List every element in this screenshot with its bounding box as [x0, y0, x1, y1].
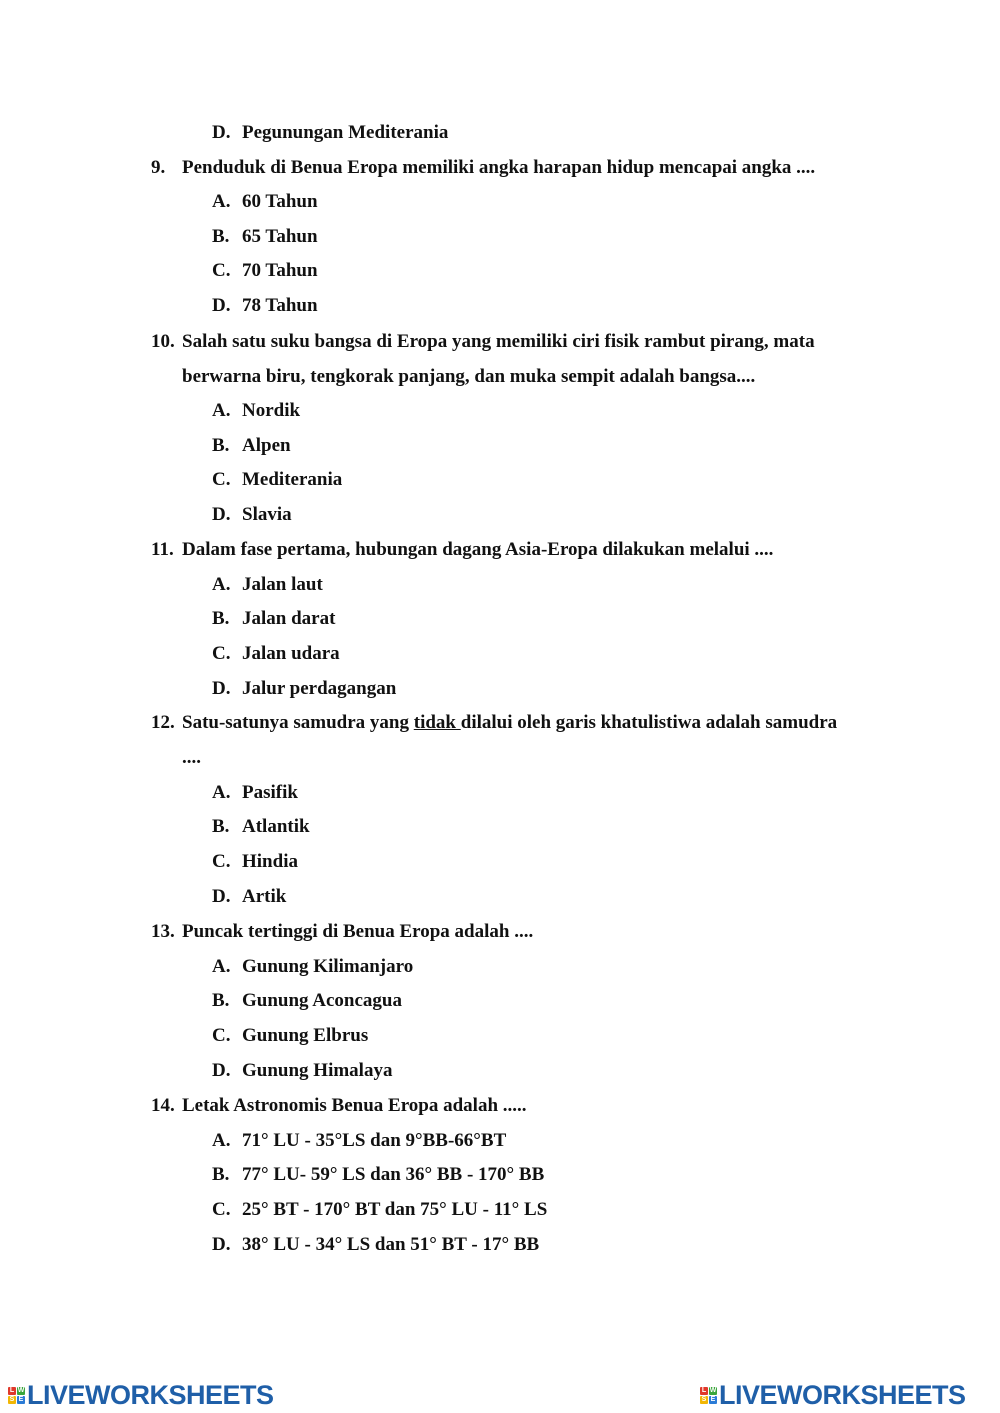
option-text: Gunung Aconcagua	[242, 990, 402, 1011]
underlined-word: tidak	[413, 712, 461, 733]
question-text-part: dilalui oleh garis khatulistiwa adalah samudra	[460, 712, 838, 733]
option-text: Hindia	[242, 851, 298, 872]
brand-wordmark: LIVEWORKSHEETS	[27, 1380, 274, 1410]
question-text-continued: ....	[182, 747, 201, 768]
option-text: Jalur perdagangan	[242, 678, 397, 699]
option-letter: C.	[212, 643, 231, 664]
question-number: 11.	[151, 539, 174, 560]
option-text: 71° LU - 35°LS dan 9°BB-66°BT	[242, 1130, 507, 1151]
option-letter: B.	[212, 608, 230, 629]
option-letter: D.	[212, 295, 231, 316]
option-text: Gunung Kilimanjaro	[242, 956, 414, 977]
option-letter: A.	[212, 956, 231, 977]
logo-tile: L	[9, 1386, 15, 1394]
question-text	[182, 711, 837, 735]
logo-tile: E	[710, 1395, 716, 1403]
logo-tile: L	[701, 1386, 707, 1394]
option-text: 25° BT - 170° BT dan 75° LU - 11° LS	[242, 1199, 548, 1220]
option-letter: B.	[212, 226, 230, 247]
option-text: 78 Tahun	[242, 295, 318, 316]
option-text: 60 Tahun	[242, 191, 318, 212]
option-letter: C.	[212, 1199, 231, 1220]
question-text: Dalam fase pertama, hubungan dagang Asia-Eropa dilakukan melalui ....	[182, 539, 774, 560]
option-letter: B.	[212, 816, 230, 837]
question-text-continued: berwarna biru, tengkorak panjang, dan muka sempit adalah bangsa....	[182, 366, 756, 387]
option-letter: B.	[212, 990, 230, 1011]
logo-tile: W	[709, 1386, 717, 1394]
question-number: 13.	[151, 921, 175, 942]
question-text: Salah satu suku bangsa di Eropa yang memiliki ciri fisik rambut pirang, mata	[182, 331, 815, 352]
option-text: Nordik	[242, 400, 301, 421]
option-text: Pegunungan Mediterania	[242, 122, 449, 143]
option-letter: D.	[212, 678, 231, 699]
liveworksheets-grid-icon	[700, 1387, 717, 1404]
option-text: 65 Tahun	[242, 226, 318, 247]
option-letter: C.	[212, 469, 231, 490]
option-text: Jalan udara	[242, 643, 340, 664]
liveworksheets-grid-icon	[8, 1387, 25, 1404]
option-letter: D.	[212, 1234, 231, 1255]
logo-tile: W	[17, 1386, 25, 1394]
question-text: Letak Astronomis Benua Eropa adalah .....	[182, 1095, 527, 1116]
option-letter: A.	[212, 574, 231, 595]
option-letter: B.	[212, 435, 230, 456]
option-letter: C.	[212, 1025, 231, 1046]
option-text: Slavia	[242, 504, 292, 525]
logo-tile: S	[9, 1395, 15, 1403]
question-text-part: Satu-satunya samudra yang	[182, 712, 414, 733]
option-text: Mediterania	[242, 469, 343, 490]
option-text: 77° LU- 59° LS dan 36° BB - 170° BB	[242, 1164, 545, 1185]
option-text: Artik	[242, 886, 287, 907]
option-text: Jalan darat	[242, 608, 336, 629]
option-letter: C.	[212, 260, 231, 281]
option-letter: A.	[212, 782, 231, 803]
logo-tile: S	[701, 1395, 707, 1403]
liveworksheets-logo-left	[8, 1380, 274, 1410]
question-number: 12.	[151, 712, 175, 733]
option-letter: D.	[212, 886, 231, 907]
brand-wordmark: LIVEWORKSHEETS	[719, 1380, 966, 1410]
option-letter: D.	[212, 122, 231, 143]
option-text: Gunung Elbrus	[242, 1025, 369, 1046]
question-text: Penduduk di Benua Eropa memiliki angka harapan hidup mencapai angka ....	[182, 157, 816, 178]
option-text: 38° LU - 34° LS dan 51° BT - 17° BB	[242, 1234, 540, 1255]
option-text: Jalan laut	[242, 574, 323, 595]
option-letter: A.	[212, 400, 231, 421]
option-text: Gunung Himalaya	[242, 1060, 393, 1081]
logo-tile: E	[18, 1395, 24, 1403]
question-text: Puncak tertinggi di Benua Eropa adalah ....	[182, 921, 534, 942]
option-letter: A.	[212, 1130, 231, 1151]
option-letter: B.	[212, 1164, 230, 1185]
liveworksheets-logo-right	[700, 1380, 966, 1410]
option-letter: A.	[212, 191, 231, 212]
option-text: 70 Tahun	[242, 260, 318, 281]
question-number: 9.	[151, 157, 166, 178]
option-text: Pasifik	[242, 782, 298, 803]
question-number: 10.	[151, 331, 175, 352]
option-text: Alpen	[242, 435, 291, 456]
option-letter: C.	[212, 851, 231, 872]
option-letter: D.	[212, 1060, 231, 1081]
option-text: Atlantik	[242, 816, 310, 837]
question-number: 14.	[151, 1095, 175, 1116]
option-letter: D.	[212, 504, 231, 525]
